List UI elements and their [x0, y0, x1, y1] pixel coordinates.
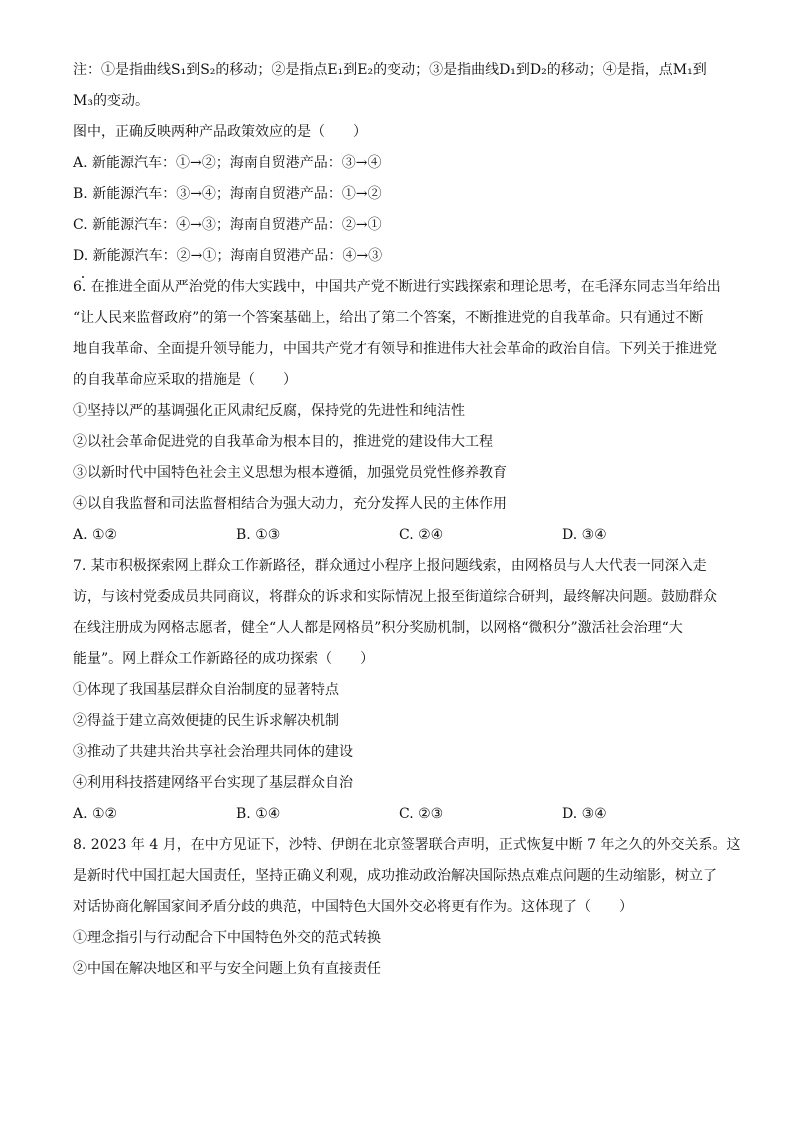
stray-mark: [82, 276, 84, 278]
q7-stem-line-4: 能量”。网上群众工作新路径的成功探索（ ）: [73, 651, 375, 667]
q7-item-1: ①体现了我国基层群众自治制度的显著特点: [73, 682, 339, 698]
q7-choice-a: A. ①②: [73, 806, 118, 822]
q8-stem-line-2: 是新时代中国扛起大国责任，坚持正确义利观，成功推动政治解决国际热点难点问题的生动缩影，树立了: [73, 868, 717, 884]
q6-item-2: ②以社会革命促进党的自我革命为根本目的，推进党的建设伟大工程: [73, 434, 493, 450]
q7-item-3: ③推动了共建共治共享社会治理共同体的建设: [73, 744, 353, 760]
q6-item-4: ④以自我监督和司法监督相结合为强大动力，充分发挥人民的主体作用: [73, 496, 507, 512]
q5-option-c: C. 新能源汽车：④→③；海南自贸港产品：②→①: [73, 217, 382, 233]
q8-stem-line-3: 对话协商化解国家间矛盾分歧的典范，中国特色大国外交必将更有作为。这体现了（ ）: [73, 899, 633, 915]
q7-choice-d: D. ③④: [562, 806, 607, 822]
q5-option-d: D. 新能源汽车：②→①；海南自贸港产品：④→③: [73, 248, 383, 264]
q7-choice-b: B. ①④: [236, 806, 281, 822]
q6-choices: [73, 525, 725, 545]
q6-item-1: ①坚持以严的基调强化正风肃纪反腐，保持党的先进性和纯洁性: [73, 403, 465, 419]
note-line-2: M₃的变动。: [73, 93, 149, 109]
q6-stem-line-1: 6. 在推进全面从严治党的伟大实践中，中国共产党不断进行实践探索和理论思考，在毛泽东同志当年给出: [73, 279, 721, 295]
q5-stem: 图中，正确反映两种产品政策效应的是（ ）: [73, 124, 367, 140]
q7-stem-line-2: 访，与该村党委成员共同商议，将群众的诉求和实际情况上报至街道综合研判，最终解决问题。鼓励群众: [73, 589, 717, 605]
q6-choice-a: A. ①②: [73, 527, 118, 543]
note-line-1: 注：①是指曲线S₁到S₂的移动；②是指点E₁到E₂的变动；③是指曲线D₁到D₂的移动；④是指，点M₁到: [73, 62, 707, 78]
q7-item-2: ②得益于建立高效便捷的民生诉求解决机制: [73, 713, 339, 729]
q8-item-2: ②中国在解决地区和平与安全问题上负有直接责任: [73, 961, 381, 977]
q6-stem-line-3: 地自我革命、全面提升领导能力，中国共产党才有领导和推进伟大社会革命的政治自信。下列关于推进党: [73, 341, 717, 357]
q7-item-4: ④利用科技搭建网络平台实现了基层群众自治: [73, 775, 353, 791]
q6-item-3: ③以新时代中国特色社会主义思想为根本遵循，加强党员党性修养教育: [73, 465, 507, 481]
exam-page: [73, 60, 741, 979]
q5-option-b: B. 新能源汽车：③→④；海南自贸港产品：①→②: [73, 186, 382, 202]
q6-choice-c: C. ②④: [399, 527, 444, 543]
q8-item-1: ①理念指引与行动配合下中国特色外交的范式转换: [73, 930, 381, 946]
q7-stem-line-3: 在线注册成为网格志愿者，健全“人人都是网格员”积分奖励机制，以网格“微积分”激活社会治理“大: [73, 620, 683, 636]
q7-choice-c: C. ②③: [399, 806, 444, 822]
q6-choice-b: B. ①③: [236, 527, 281, 543]
q8-stem-line-1: 8. 2023 年 4 月，在中方见证下，沙特、伊朗在北京签署联合声明，正式恢复中断 7 年之久的外交关系。这: [73, 837, 741, 853]
q7-stem-line-1: 7. 某市积极探索网上群众工作新路径，群众通过小程序上报问题线索，由网格员与人大代表一同深入走: [73, 558, 707, 574]
q6-stem-line-2: “让人民来监督政府”的第一个答案基础上，给出了第二个答案，不断推进党的自我革命。只有通过不断: [73, 310, 704, 326]
q6-stem-line-4: 的自我革命应采取的措施是（ ）: [73, 372, 297, 388]
q5-option-a: A. 新能源汽车：①→②；海南自贸港产品：③→④: [73, 155, 382, 171]
q6-choice-d: D. ③④: [562, 527, 607, 543]
q7-choices: [73, 804, 725, 824]
